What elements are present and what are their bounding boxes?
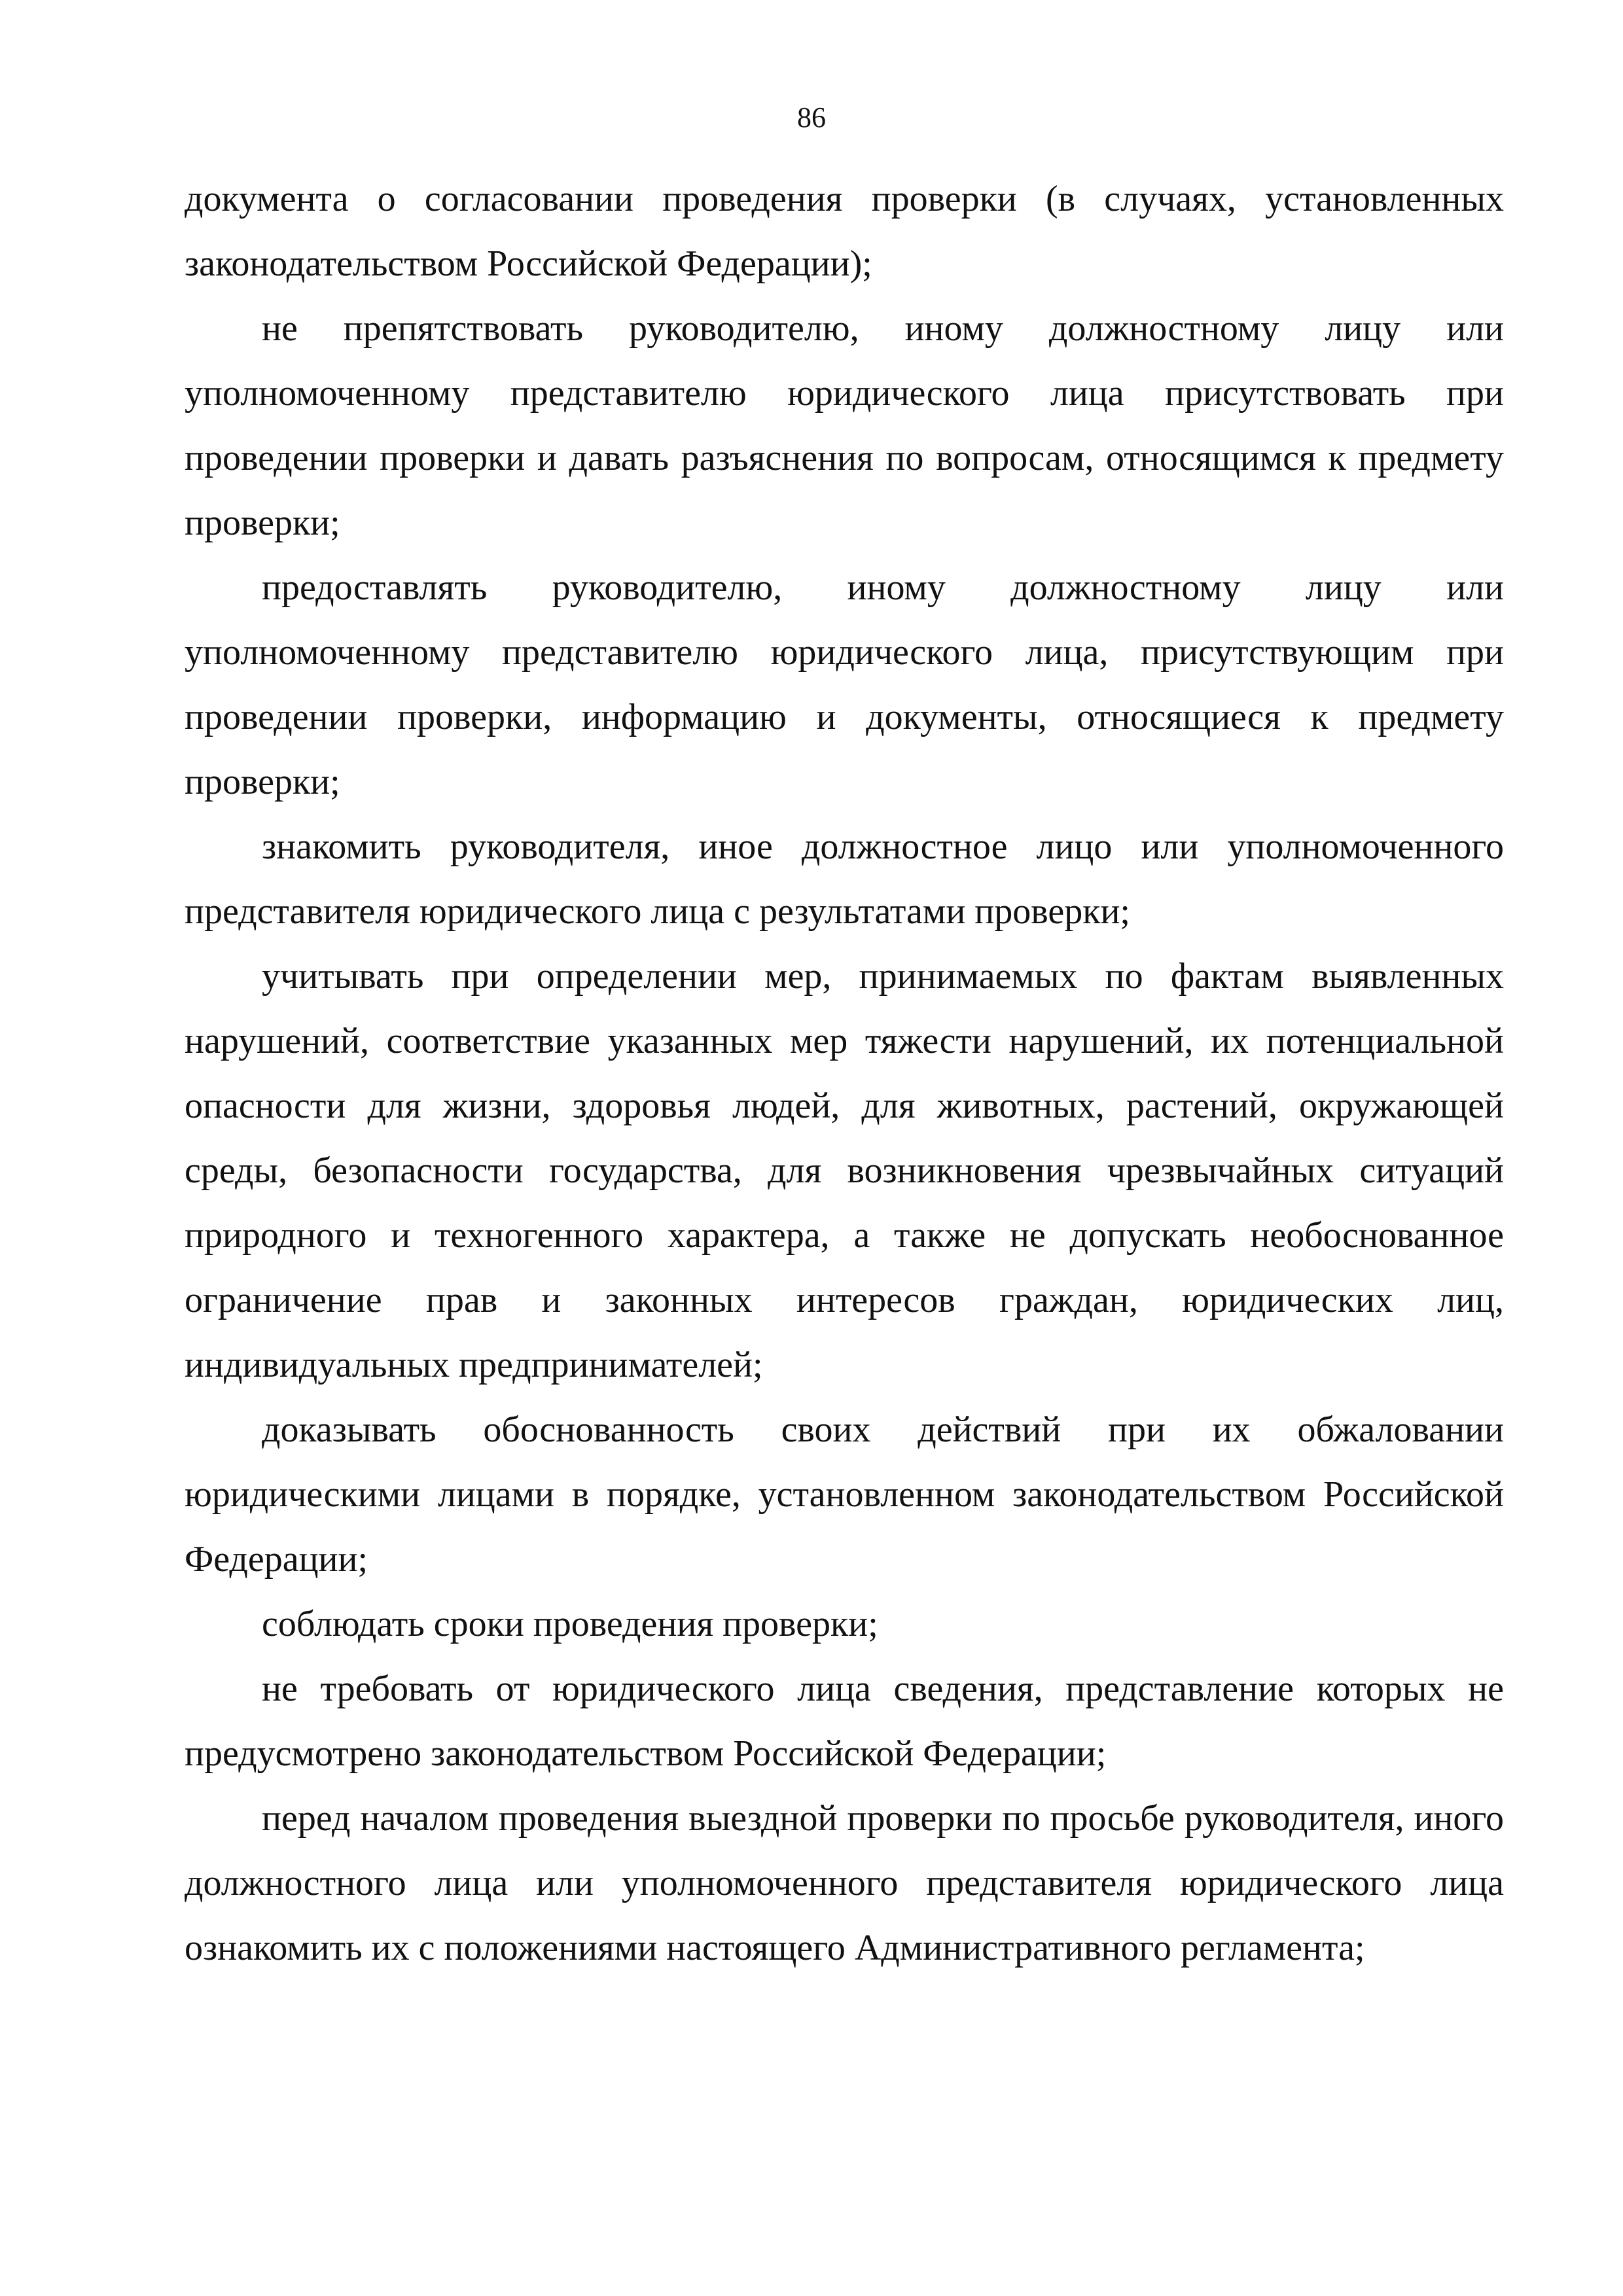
paragraph-not-obstruct: не препятствовать руководителю, иному должностному лицу или уполномоченному представителю юридического лица присутствовать при проведении проверки и давать разъяснения по вопросам, относящимся к предмету проверки;: [185, 308, 1504, 543]
paragraph-acquaint-results: знакомить руководителя, иное должностное лицо или уполномоченного представителя юридического лица с результатами проверки;: [185, 826, 1504, 932]
paragraph-observe-deadlines: соблюдать сроки проведения проверки;: [262, 1604, 878, 1644]
paragraph-familiarize-regulation: перед началом проведения выездной проверки по просьбе руководителя, иного должностного лица или уполномоченного представителя юридического лица ознакомить их с положениями настоящего Административного регламента;: [185, 1798, 1504, 1968]
page-number: 86: [797, 101, 826, 133]
paragraph-prove-validity: доказывать обоснованность своих действий при их обжаловании юридическими лицами в порядке, установленном законодательством Российской Федерации;: [185, 1409, 1504, 1580]
paragraph-consider-measures: учитывать при определении мер, принимаемых по фактам выявленных нарушений, соответствие указанных мер тяжести нарушений, их потенциальной опасности для жизни, здоровья людей, для животных, растений, окружающей среды, безопасности государства, для возникновения чрезвычайных ситуаций природного и техногенного характера, а также не допускать необоснованное ограничение прав и законных интересов граждан, юридических лиц, индивидуальных предпринимателей;: [185, 956, 1504, 1385]
paragraph-not-require-info: не требовать от юридического лица сведения, представление которых не предусмотрено законодательством Российской Федерации;: [185, 1669, 1504, 1774]
document-body: [185, 167, 1504, 1981]
paragraph-continuation: документа о согласовании проведения проверки (в случаях, установленных законодательством Российской Федерации);: [185, 179, 1504, 284]
paragraph-provide-information: предоставлять руководителю, иному должностному лицу или уполномоченному представителю юридического лица, присутствующим при проведении проверки, информацию и документы, относящиеся к предмету проверки;: [185, 567, 1504, 802]
